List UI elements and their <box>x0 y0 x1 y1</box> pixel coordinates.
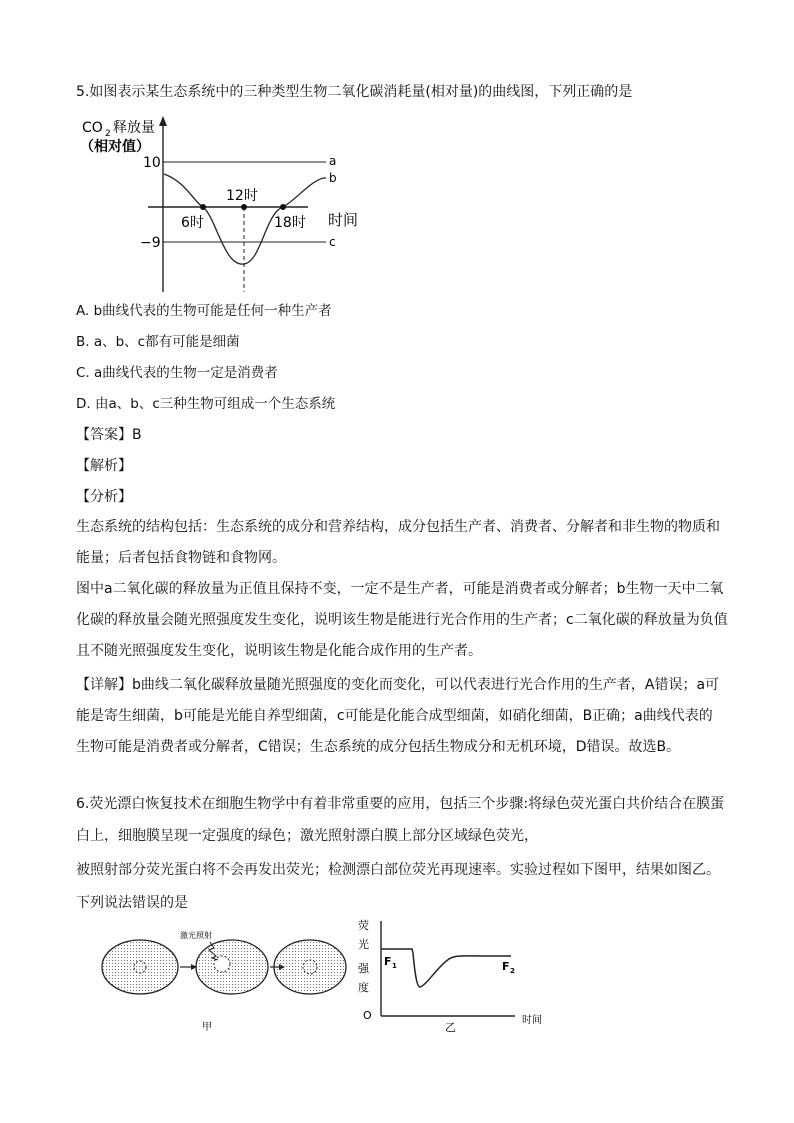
q5-detail-l3: 生物可能是消费者或分解者，C错误；生态系统的成分包括生物成分和无机环境，D错误。故选B。 <box>76 739 681 755</box>
yi-origin: O <box>363 1009 372 1022</box>
q5-option-a: A. b曲线代表的生物可能是任何一种生产者 <box>76 303 332 319</box>
q6-stem-l3: 被照射部分荧光蛋白将不会再发出荧光；检测漂白部位荧光再现速率。实验过程如下图甲，结果如图乙。 <box>76 862 720 878</box>
q5-label-c: c <box>329 235 336 249</box>
q5-time-12: 12时 <box>226 188 258 204</box>
q5-ylabel-release: 释放量 <box>113 120 155 136</box>
q5-time-6: 6时 <box>181 215 204 231</box>
q6-figure-jia <box>96 920 356 1035</box>
q5-fenxi-p2-l2: 化碳的释放量会随光照强度发生变化，说明该生物是能进行光合作用的生产者；c二氧化碳的释放量为负值 <box>76 612 728 628</box>
q5-fenxi-p1-l1: 生态系统的结构包括：生态系统的成分和营养结构，成分包括生产者、消费者、分解者和非生物的物质和 <box>76 519 720 535</box>
yi-f2-sub: 2 <box>510 967 515 975</box>
q5-fenxi-title: 【分析】 <box>76 489 132 505</box>
q5-time-18: 18时 <box>274 215 306 231</box>
q5-fenxi-p2-l1: 图中a二氧化碳的释放量为正值且保持不变，一定不是生产者，可能是消费者或分解者；b生物一天中二氧 <box>76 581 724 597</box>
q5-label-a: a <box>329 154 337 168</box>
yi-ylabel-2: 光 <box>358 938 369 951</box>
cell-recovered <box>274 940 346 994</box>
q5-label-b: b <box>329 171 337 185</box>
q5-ylabel-relative: （相对值） <box>80 139 150 155</box>
yi-ylabel-4: 度 <box>358 981 369 994</box>
q5-ylabel-sub: 2 <box>105 129 111 139</box>
yi-caption: 乙 <box>445 1021 456 1034</box>
q5-answer: 【答案】B <box>76 427 142 443</box>
q5-detail-l2: 能是寄生细菌，b可能是光能自养型细菌，c可能是化能合成型细菌，如硝化细菌，B正确；a曲线代表的 <box>76 708 713 724</box>
q5-xlabel: 时间 <box>328 211 359 229</box>
yi-curve <box>381 949 511 987</box>
q5-fenxi-p2-l3: 且不随光照强度发生变化，说明该生物是化能合成作用的生产者。 <box>76 643 482 659</box>
q6-figure-yi <box>355 915 555 1035</box>
q5-option-b: B. a、b、c都有可能是细菌 <box>76 334 240 350</box>
q6-stem-l4: 下列说法错误的是 <box>76 895 188 911</box>
fig-jia-caption: 甲 <box>202 1022 212 1033</box>
q5-stem: 5.如图表示某生态系统中的三种类型生物二氧化碳消耗量(相对量)的曲线图，下列正确的是 <box>76 84 633 100</box>
yi-f2: F <box>502 960 510 973</box>
q5-option-d: D. 由a、b、c三种生物可组成一个生态系统 <box>76 396 336 412</box>
q6-stem-l1: 6.荧光漂白恢复技术在细胞生物学中有着非常重要的应用，包括三个步骤:将绿色荧光蛋白共价结合在膜蛋 <box>76 796 725 812</box>
q5-analysis-title: 【解析】 <box>76 458 132 474</box>
yi-f1: F <box>384 955 392 968</box>
q5-tick-m9: −9 <box>140 235 161 251</box>
cell-bleached <box>196 940 268 994</box>
q5-ylabel-co: CO <box>82 120 103 136</box>
yi-xlabel: 时间 <box>522 1015 542 1026</box>
q5-detail-l1: 【详解】b曲线二氧化碳释放量随光照强度的变化而变化，可以代表进行光合作用的生产者，A错误；a可 <box>76 677 720 693</box>
yi-ylabel-3: 强 <box>358 962 369 975</box>
q5-tick-10: 10 <box>143 155 161 171</box>
q5-fenxi-p1-l2: 能量；后者包括食物链和食物网。 <box>76 550 286 566</box>
q6-stem-l2: 白上，细胞膜呈现一定强度的绿色；激光照射漂白膜上部分区域绿色荧光， <box>76 828 538 844</box>
laser-label: 激光照射 <box>180 931 212 940</box>
yi-f1-sub: 1 <box>392 962 397 970</box>
cell-before <box>102 940 178 994</box>
yi-ylabel-1: 荧 <box>358 919 369 932</box>
q5-option-c: C. a曲线代表的生物一定是消费者 <box>76 365 278 381</box>
q5-co2-chart <box>76 112 366 302</box>
